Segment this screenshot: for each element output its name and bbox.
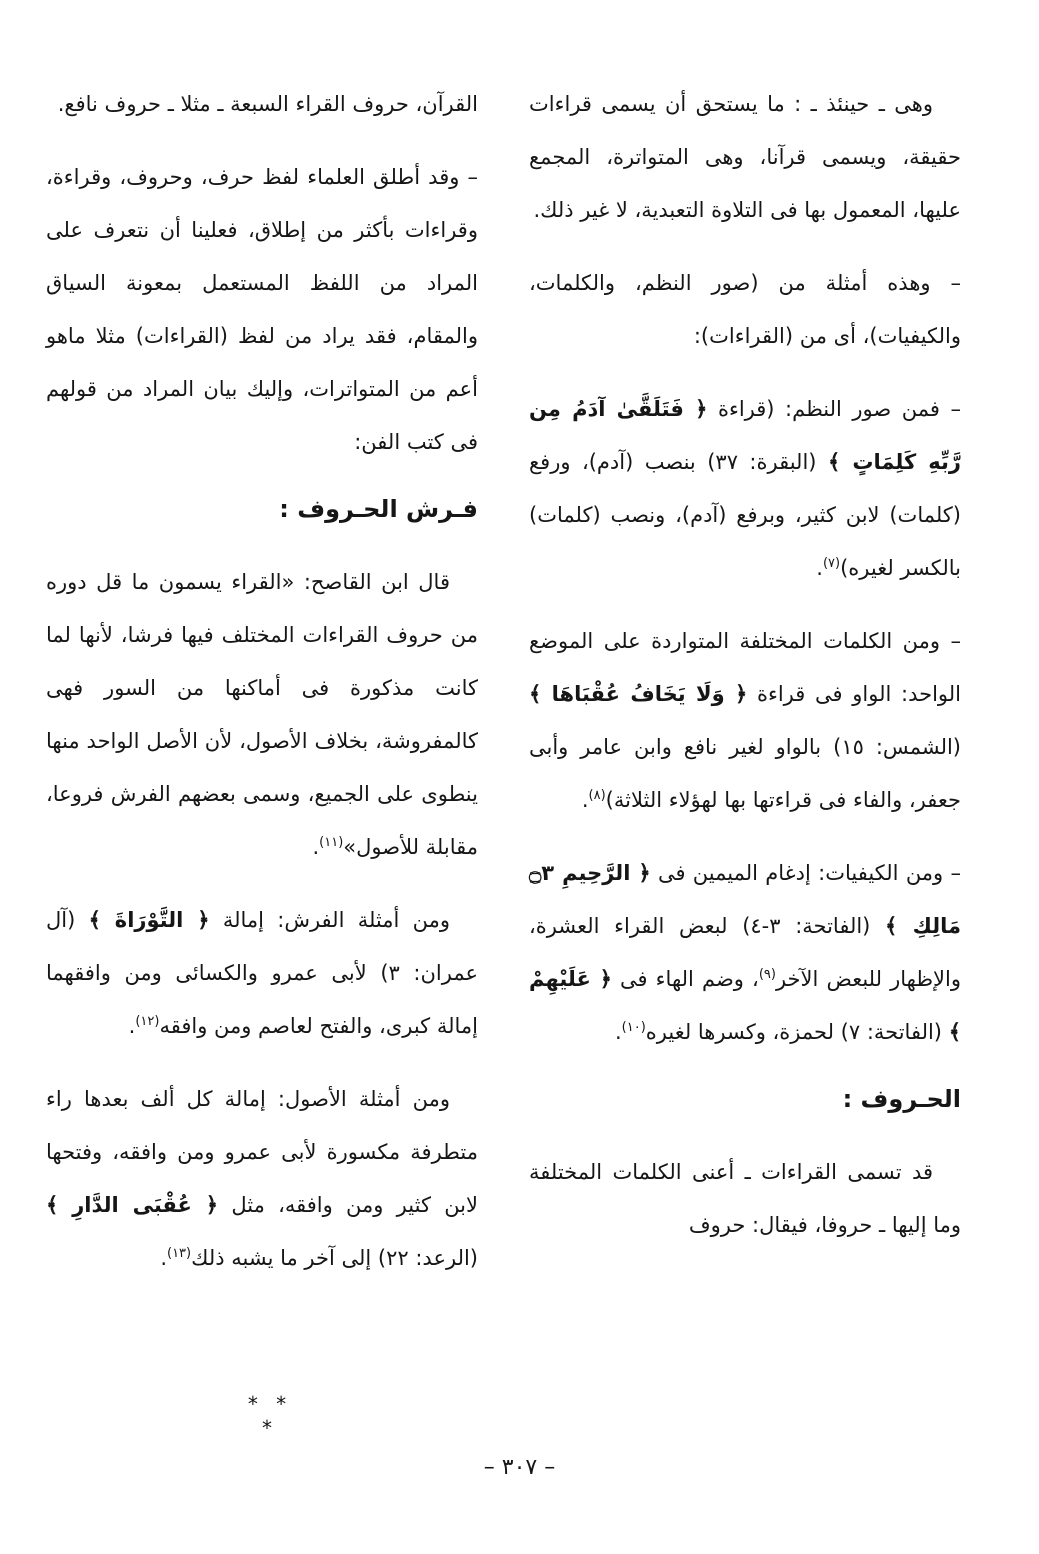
paragraph (46, 1073, 478, 1285)
paragraph (46, 894, 478, 1053)
paragraph (529, 847, 961, 1059)
paragraph (46, 556, 478, 874)
footnote-ref: (١٠) (621, 1020, 646, 1035)
right-column (529, 78, 961, 1272)
left-column (46, 78, 478, 1305)
text-run: . (160, 1246, 167, 1270)
footnote-ref: (١١) (319, 835, 344, 850)
page-number: – ٣٠٧ – (483, 1455, 556, 1480)
paragraph: – وهذه أمثلة من (صور النظم، والكلمات، والكيفيات)، أى من (القراءات): (529, 271, 961, 348)
paragraph (529, 615, 961, 827)
text-run: – فمن صور النظم: (قراءة (707, 397, 961, 421)
text-run: (الشمس: ١٥) بالواو لغير نافع وابن عامر وأبى جعفر، والفاء فى قراءتها بها لهؤلاء الثلاثة) (529, 735, 961, 812)
paragraph: قد تسمى القراءات ـ أعنى الكلمات المختلفة وما إليها ـ حروفا، فيقال: حروف (529, 1160, 961, 1237)
text-run: (الفاتحة: ٧) لحمزة، وكسرها لغيره (645, 1020, 949, 1044)
paragraph: وهى ـ حينئذ ـ : ما يستحق أن يسمى قراءات حقيقة، ويسمى قرآنا، وهى المتواترة، المجمع عليها، المعمول بها فى التلاوة التعبدية، لا غير ذلك. (529, 92, 961, 222)
text-run: (الرعد: ٢٢) إلى آخر ما يشبه ذلك (191, 1246, 478, 1270)
section-heading: فـرش الحـروف : (279, 495, 478, 523)
text-run: – ومن الكيفيات: إدغام الميمين فى (650, 861, 961, 885)
text-run: (الفاتحة: ٣-٤) لبعض القراء العشرة، والإظهار للبعض الآخر (529, 914, 962, 991)
quran-quote: ﴿ فَتَلَقَّىٰ آدَمُ مِن رَّبِّهِ كَلِمَاتٍ ﴾ (529, 397, 961, 474)
paragraph: القرآن، حروف القراء السبعة ـ مثلا ـ حروف نافع. (57, 92, 478, 116)
text-run: . (614, 1020, 622, 1044)
quran-quote: ﴿ الرَّحِيمِ ۝٣ مَالِكِ ﴾ (529, 861, 961, 938)
footnote-ref: (٧) (822, 556, 841, 571)
footnote-ref: (٩) (758, 967, 776, 982)
text-run: . (816, 556, 823, 580)
section-separator-stars: * * * (247, 1392, 293, 1440)
quran-quote: ﴿ وَلَا يَخَافُ عُقْبَاهَا ﴾ (529, 682, 748, 706)
footnote-ref: (٨) (588, 788, 606, 803)
text-run: . (128, 1014, 136, 1038)
footnote-ref: (١٣) (167, 1246, 192, 1261)
paragraph (529, 383, 961, 595)
text-run: . (312, 835, 320, 859)
quran-quote: ﴿ التَّوْرَاةَ ﴾ (88, 908, 210, 932)
text-run: (البقرة: ٣٧) بنصب (آدم)، ورفع (كلمات) لابن كثير، وبرفع (آدم)، ونصب (كلمات) بالكسر لغيره) (529, 450, 961, 580)
text-run: – ومن الكلمات المختلفة المتواردة على الموضع الواحد: الواو فى قراءة (529, 629, 961, 706)
footnote-ref: (١٢) (135, 1014, 160, 1029)
text-run: ومن أمثلة الأصول: إمالة كل ألف بعدها راء متطرفة مكسورة لأبى عمرو ومن وافقه، وفتحها لابن كثير ومن وافقه، مثل (46, 1087, 479, 1217)
text-run: قال ابن القاصح: «القراء يسمون ما قل دوره من حروف القراءات المختلف فيها فرشا، لأنها لما كانت مذكورة فى أماكنها من السور فهى كالمفروشة، بخلاف الأصول، لأن الأصل الواحد منها ينطوى على الجميع، وسمى بعضهم الفرش فروعا، مقابلة للأصول» (46, 570, 478, 859)
text-run: ومن أمثلة الفرش: إمالة (209, 908, 450, 932)
paragraph: – وقد أطلق العلماء لفظ حرف، وحروف، وقراءة، وقراءات بأكثر من إطلاق، فعلينا أن نتعرف على المراد من اللفظ المستعمل بمعونة السياق والمقام، فقد يراد من لفظ (القراءات) مثلا ماهو أعم من المتواترات، وإليك بيان المراد من قولهم فى كتب الفن: (46, 165, 478, 454)
text-run: (آل عمران: ٣) لأبى عمرو والكسائى ومن وافقهما إمالة كبرى، والفتح لعاصم ومن وافقه (46, 908, 479, 1038)
section-heading: الحـروف : (842, 1085, 961, 1113)
quran-quote: ﴿ عُقْبَى الدَّارِ ﴾ (46, 1193, 219, 1217)
text-run: . (581, 788, 589, 812)
quran-quote: ﴿ عَلَيْهِمْ ﴾ (529, 967, 961, 1044)
text-run: ، وضم الهاء فى (611, 967, 759, 991)
